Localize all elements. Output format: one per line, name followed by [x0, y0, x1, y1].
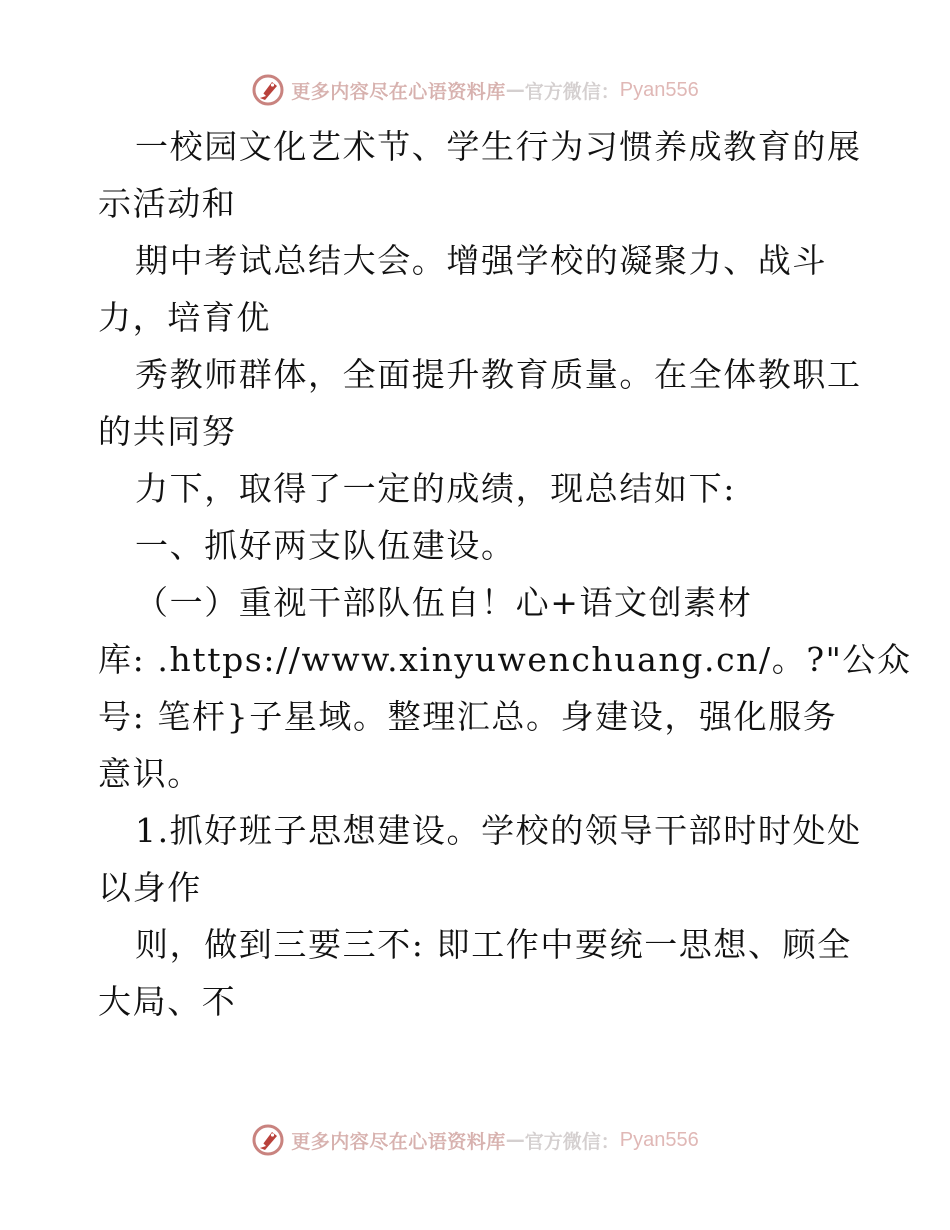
text-line: 一校园文化艺术节、学生行为习惯养成教育的展	[135, 127, 862, 166]
text-line: 期中考试总结大会。增强学校的凝聚力、战斗	[135, 241, 827, 280]
header-watermark	[0, 70, 950, 110]
watermark-dash: —	[505, 79, 525, 101]
text-line: 一、抓好两支队伍建设。	[135, 526, 516, 565]
text-line: 的共同努	[98, 412, 237, 451]
pen-nib-logo-icon	[251, 73, 285, 107]
text-line: 以身作	[98, 868, 202, 907]
watermark-id: Pyan556	[619, 1128, 699, 1151]
text-line: 示活动和	[98, 184, 237, 223]
pen-nib-logo-icon	[251, 1123, 285, 1157]
watermark-main-text: 更多内容尽在心语资料库	[291, 1130, 506, 1153]
text-line: 秀教师群体，全面提升教育质量。在全体教职工	[135, 355, 862, 394]
watermark-main-text: 更多内容尽在心语资料库	[291, 80, 506, 103]
footer-watermark	[0, 1120, 950, 1160]
watermark-dash: —	[505, 1129, 525, 1151]
text-line: 意识。	[98, 754, 202, 793]
text-line: 1.抓好班子思想建设。学校的领导干部时时处处	[135, 811, 862, 850]
watermark-sub-text: 官方微信：	[524, 80, 620, 103]
text-line: 力，培育优	[98, 298, 271, 337]
watermark-sub-text: 官方微信：	[524, 1130, 620, 1153]
watermark-id: Pyan556	[619, 78, 699, 101]
text-line: 力下，取得了一定的成绩，现总结如下:	[135, 469, 736, 508]
text-line: 库: .https://www.xinyuwenchuang.cn/。?"公众	[98, 640, 912, 679]
body-text	[98, 118, 912, 1030]
text-line: 大局、不	[98, 982, 237, 1021]
text-line: （一）重视干部队伍自！心+语文创素材	[135, 583, 753, 622]
text-line: 号: 笔杆}子星域。整理汇总。身建设，强化服务	[98, 697, 838, 736]
text-line: 则，做到三要三不: 即工作中要统一思想、顾全	[135, 925, 852, 964]
